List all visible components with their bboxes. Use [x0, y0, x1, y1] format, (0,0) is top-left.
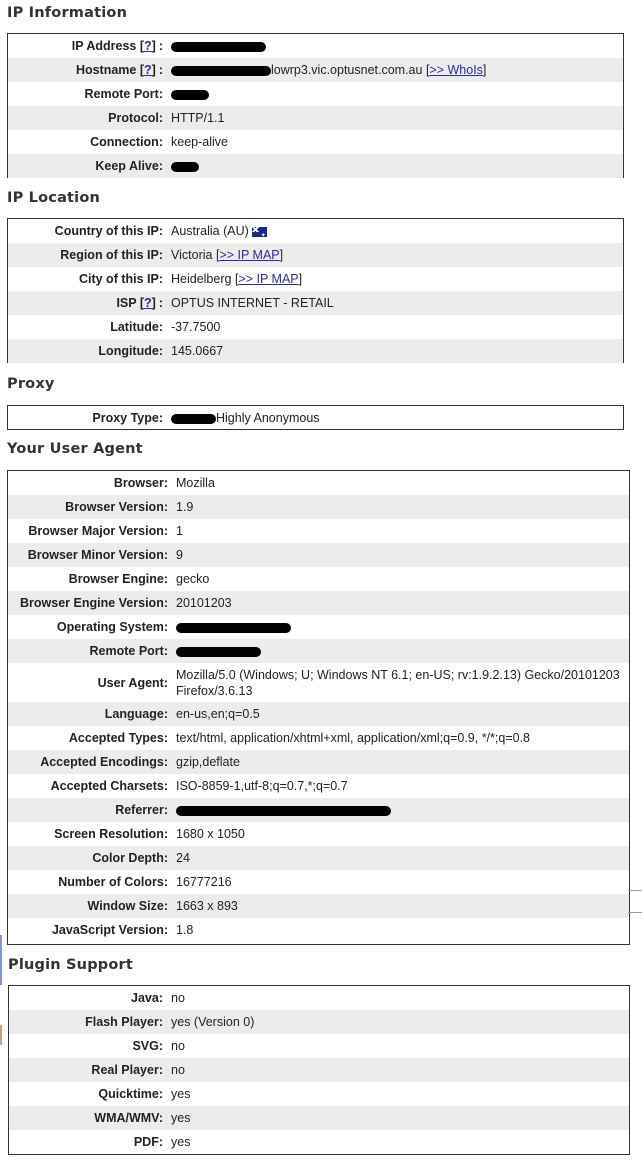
- row-value-text: 16777216: [176, 875, 232, 889]
- row-label-text: Accepted Types:: [68, 731, 168, 745]
- row-link[interactable]: >> IP MAP: [219, 248, 280, 262]
- ip-location-table: [7, 218, 624, 363]
- row-label: [9, 1010, 163, 1034]
- row-value-text: OPTUS INTERNET - RETAIL: [171, 296, 334, 310]
- row-value: [171, 154, 623, 178]
- australia-flag-icon: [252, 227, 267, 237]
- row-spacer: [163, 986, 171, 1010]
- info-row-color-depth: [8, 846, 629, 870]
- redaction-mark: [171, 414, 216, 424]
- row-value: [171, 1010, 629, 1034]
- row-label-text: Browser Engine Version:: [20, 596, 168, 610]
- row-value-text: -37.7500: [171, 320, 221, 334]
- row-label-text: Accepted Encodings:: [40, 755, 168, 769]
- row-label-text: Referrer:: [115, 803, 168, 817]
- row-spacer: [163, 219, 171, 243]
- row-value-text: yes: [171, 1135, 191, 1149]
- row-value: [176, 822, 629, 846]
- info-row-browser: [8, 471, 629, 495]
- row-spacer: [163, 406, 171, 430]
- row-value: [171, 291, 623, 315]
- row-spacer: [168, 726, 176, 750]
- row-label: [9, 986, 163, 1010]
- section-title-plugin-support: Plugin Support: [8, 957, 134, 973]
- info-row-protocol: [8, 106, 623, 130]
- row-spacer: [168, 798, 176, 822]
- row-label: [9, 1034, 163, 1058]
- row-value: [171, 1082, 629, 1106]
- window-edge-fragment: [0, 1025, 2, 1045]
- row-label: [8, 639, 168, 663]
- info-row-pdf: [9, 1130, 629, 1154]
- info-row-java: [9, 986, 629, 1010]
- row-spacer: [168, 774, 176, 798]
- row-label-text: Remote Port:: [84, 87, 163, 101]
- row-value: [176, 894, 629, 918]
- row-value: [171, 315, 623, 339]
- row-label-text: Screen Resolution:: [54, 827, 168, 841]
- row-value-text: yes: [171, 1111, 191, 1125]
- row-value-text: HTTP/1.1: [171, 111, 225, 125]
- info-row-latitude: [8, 315, 623, 339]
- row-label-text: Language:: [104, 707, 168, 721]
- row-label-text: Hostname: [75, 63, 137, 77]
- row-label: [9, 1106, 163, 1130]
- info-row-language: [8, 702, 629, 726]
- row-value-text: 145.0667: [171, 344, 224, 358]
- row-spacer: [163, 315, 171, 339]
- row-spacer: [163, 291, 171, 315]
- row-value-text: keep-alive: [171, 135, 228, 149]
- row-label-text: Protocol:: [108, 111, 163, 125]
- row-value-text: 1680 x 1050: [176, 827, 245, 841]
- row-value-text: 9: [176, 548, 183, 562]
- row-link[interactable]: >> WhoIs: [429, 63, 483, 77]
- row-label: [8, 543, 168, 567]
- row-link[interactable]: >> IP MAP: [238, 272, 299, 286]
- user-agent-table: [7, 470, 630, 945]
- row-label: [8, 615, 168, 639]
- redaction-mark: [176, 806, 391, 816]
- redaction-mark: [176, 623, 291, 633]
- window-edge-line: [628, 890, 642, 891]
- section-title-ip-information: IP Information: [7, 5, 128, 21]
- row-value: [171, 339, 623, 363]
- row-value: [176, 846, 629, 870]
- section-title-proxy: Proxy: [7, 376, 55, 392]
- row-label-colon: :: [158, 296, 163, 310]
- info-row-country-of-this-ip: [8, 219, 623, 243]
- row-spacer: [163, 1010, 171, 1034]
- row-spacer: [163, 267, 171, 291]
- row-spacer: [168, 894, 176, 918]
- info-row-quicktime: [9, 1082, 629, 1106]
- row-label: [8, 702, 168, 726]
- row-label: [8, 219, 163, 243]
- row-value: [171, 1130, 629, 1154]
- row-label-colon: :: [158, 63, 163, 77]
- row-spacer: [168, 519, 176, 543]
- row-value: [171, 1106, 629, 1130]
- row-spacer: [163, 1130, 171, 1154]
- row-value: [171, 106, 623, 130]
- row-spacer: [168, 471, 176, 495]
- info-row-accepted-encodings: [8, 750, 629, 774]
- row-label-text: Number of Colors:: [58, 875, 168, 889]
- info-row-svg: [9, 1034, 629, 1058]
- row-label: [8, 750, 168, 774]
- row-value-text: Mozilla/5.0 (Windows; U; Windows NT 6.1; en-US; rv:1.9.2.13) Gecko/20101203 Firefox/3.6.13: [176, 668, 620, 698]
- row-label: [8, 243, 163, 267]
- row-value: [176, 639, 629, 663]
- row-label-text: IP Address: [71, 39, 137, 53]
- row-spacer: [168, 702, 176, 726]
- help-link[interactable]: ?: [144, 39, 152, 53]
- row-spacer: [168, 918, 176, 942]
- info-row-keep-alive: [8, 154, 623, 178]
- row-value: [171, 82, 623, 106]
- info-row-browser-major-version: [8, 519, 629, 543]
- info-row-accepted-charsets: [8, 774, 629, 798]
- row-label: [8, 870, 168, 894]
- row-spacer: [168, 750, 176, 774]
- row-label: [9, 1058, 163, 1082]
- redaction-mark: [171, 162, 199, 172]
- row-value: [171, 130, 623, 154]
- row-value: [176, 870, 629, 894]
- row-value-text: en-us,en;q=0.5: [176, 707, 260, 721]
- row-label-text: Color Depth:: [92, 851, 168, 865]
- row-value: [171, 219, 623, 243]
- row-spacer: [163, 1106, 171, 1130]
- row-value-text: Highly Anonymous: [216, 411, 320, 425]
- row-value-text: no: [171, 991, 185, 1005]
- row-label-text: Real Player:: [91, 1063, 163, 1077]
- redaction-mark: [171, 90, 209, 100]
- row-spacer: [168, 663, 176, 702]
- row-value: [171, 406, 623, 430]
- info-row-javascript-version: [8, 918, 629, 942]
- row-label-text: WMA/WMV:: [94, 1111, 163, 1125]
- row-label-text: Browser Major Version:: [28, 524, 168, 538]
- row-label-text: Quicktime:: [98, 1087, 163, 1101]
- row-value-text: Australia (AU): [171, 224, 249, 238]
- row-label-text: Browser Minor Version:: [27, 548, 168, 562]
- row-value: [176, 750, 629, 774]
- row-label-text: Longitude:: [98, 344, 163, 358]
- row-label: [8, 846, 168, 870]
- info-row-city-of-this-ip: [8, 267, 623, 291]
- row-label: [8, 567, 168, 591]
- row-spacer: [163, 130, 171, 154]
- row-value: [176, 663, 629, 702]
- row-value: [171, 1034, 629, 1058]
- info-row-remote-port: [8, 639, 629, 663]
- row-value: [176, 702, 629, 726]
- row-spacer: [168, 639, 176, 663]
- help-link[interactable]: ?: [144, 296, 152, 310]
- row-label: [8, 106, 163, 130]
- row-label: [8, 894, 168, 918]
- row-spacer: [168, 543, 176, 567]
- row-value: [171, 34, 623, 58]
- info-row-screen-resolution: [8, 822, 629, 846]
- info-row-accepted-types: [8, 726, 629, 750]
- info-row-browser-minor-version: [8, 543, 629, 567]
- row-value-text: lowrp3.vic.optusnet.com.au: [271, 63, 423, 77]
- row-value-text: Mozilla: [176, 476, 215, 490]
- row-value: [176, 726, 629, 750]
- row-spacer: [168, 822, 176, 846]
- row-spacer: [168, 846, 176, 870]
- info-row-isp: [8, 291, 623, 315]
- row-value: [171, 986, 629, 1010]
- row-spacer: [163, 106, 171, 130]
- row-label-text: SVG:: [132, 1039, 163, 1053]
- row-label: [8, 406, 163, 430]
- row-label-text: Browser Engine:: [68, 572, 168, 586]
- row-label-text: Region of this IP:: [60, 248, 163, 262]
- info-row-remote-port: [8, 82, 623, 106]
- row-value-text: yes: [171, 1087, 191, 1101]
- row-label-text: Browser Version:: [65, 500, 168, 514]
- row-value: [176, 567, 629, 591]
- row-spacer: [168, 870, 176, 894]
- ip-information-table: [7, 33, 624, 178]
- info-row-real-player: [9, 1058, 629, 1082]
- row-value: [176, 471, 629, 495]
- redaction-mark: [171, 66, 271, 76]
- row-value-text: yes (Version 0): [171, 1015, 255, 1029]
- info-row-longitude: [8, 339, 623, 363]
- row-label-text: JavaScript Version:: [51, 923, 168, 937]
- row-spacer: [163, 1082, 171, 1106]
- row-value-text: 24: [176, 851, 190, 865]
- info-row-connection: [8, 130, 623, 154]
- help-link[interactable]: ?: [144, 63, 152, 77]
- row-label: ISP [?] :: [8, 291, 163, 315]
- info-row-hostname: [8, 58, 623, 82]
- row-label: [8, 591, 168, 615]
- row-spacer: [163, 154, 171, 178]
- row-label-text: Keep Alive:: [95, 159, 163, 173]
- row-value: [176, 774, 629, 798]
- row-spacer: [168, 591, 176, 615]
- row-label-text: Connection:: [90, 135, 163, 149]
- row-label-text: Operating System:: [56, 620, 168, 634]
- row-label: [8, 315, 163, 339]
- row-label: IP Address [?] :: [71, 39, 163, 53]
- row-value-text: no: [171, 1063, 185, 1077]
- row-value-text: 1.8: [176, 923, 194, 937]
- row-label: [8, 267, 163, 291]
- info-row-browser-version: [8, 495, 629, 519]
- row-value-text: 20101203: [176, 596, 232, 610]
- row-value-text: 1.9: [176, 500, 194, 514]
- row-label: [8, 726, 168, 750]
- row-value: [176, 591, 629, 615]
- row-spacer: [163, 243, 171, 267]
- row-spacer: [163, 1034, 171, 1058]
- row-label: [8, 663, 168, 702]
- row-label: [9, 1082, 163, 1106]
- info-row-operating-system: [8, 615, 629, 639]
- row-label-text: Latitude:: [110, 320, 163, 334]
- row-value: [176, 918, 629, 942]
- info-row-flash-player: [9, 1010, 629, 1034]
- row-value-text: 1: [176, 524, 183, 538]
- window-edge-fragment: [0, 935, 2, 985]
- row-value: lowrp3.vic.optusnet.com.au [>> WhoIs]: [171, 58, 623, 82]
- row-value-text: Victoria: [171, 248, 213, 262]
- row-label: [8, 339, 163, 363]
- row-value: Victoria [>> IP MAP]: [171, 243, 623, 267]
- row-label-text: PDF:: [133, 1135, 163, 1149]
- row-value: [171, 1058, 629, 1082]
- row-value: [176, 543, 629, 567]
- row-label: [8, 798, 168, 822]
- row-label: [8, 774, 168, 798]
- row-label-text: Browser:: [113, 476, 168, 490]
- row-label: Hostname [?] :: [8, 58, 163, 82]
- row-label: [8, 519, 168, 543]
- row-value: Heidelberg [>> IP MAP]: [171, 272, 303, 286]
- row-value: [176, 519, 629, 543]
- row-spacer: [168, 567, 176, 591]
- row-label-text: Remote Port:: [89, 644, 168, 658]
- row-value-text: 1663 x 893: [176, 899, 238, 913]
- row-label-text: ISP: [116, 296, 137, 310]
- row-value-text: ISO-8859-1,utf-8;q=0.7,*;q=0.7: [176, 779, 348, 793]
- row-label: [8, 918, 168, 942]
- row-label: [9, 1130, 163, 1154]
- redaction-mark: [176, 647, 261, 657]
- row-value-text: Heidelberg: [171, 272, 232, 286]
- proxy-table: [7, 405, 624, 430]
- row-label: [8, 822, 168, 846]
- section-title-ip-location: IP Location: [7, 190, 101, 206]
- info-row-window-size: [8, 894, 629, 918]
- row-spacer: [163, 339, 171, 363]
- info-row-proxy-type: [8, 406, 623, 430]
- row-spacer: [168, 615, 176, 639]
- row-spacer: [168, 495, 176, 519]
- row-label-text: Window Size:: [87, 899, 168, 913]
- row-label-colon: :: [158, 39, 163, 53]
- row-spacer: [163, 82, 171, 106]
- row-label-text: Proxy Type:: [92, 411, 163, 425]
- row-label: [8, 130, 163, 154]
- row-label-text: Country of this IP:: [54, 224, 163, 238]
- info-row-browser-engine: [8, 567, 629, 591]
- redaction-mark: [171, 42, 266, 52]
- row-value: [176, 798, 629, 822]
- plugin-support-table: [8, 985, 630, 1155]
- row-label: [8, 495, 168, 519]
- row-label-text: Java:: [131, 991, 163, 1005]
- row-value-text: gzip,deflate: [176, 755, 240, 769]
- info-row-number-of-colors: [8, 870, 629, 894]
- info-row-region-of-this-ip: [8, 243, 623, 267]
- row-label-text: Accepted Charsets:: [50, 779, 168, 793]
- row-spacer: [163, 34, 171, 58]
- section-title-user-agent: Your User Agent: [7, 441, 143, 457]
- info-row-ip-address: [8, 34, 623, 58]
- row-value-text: text/html, application/xhtml+xml, application/xml;q=0.9, */*;q=0.8: [176, 731, 530, 745]
- info-row-wma-wmv: [9, 1106, 629, 1130]
- info-row-user-agent: [8, 663, 629, 702]
- row-label-text: Flash Player:: [85, 1015, 163, 1029]
- row-value: [176, 615, 629, 639]
- row-value: [176, 495, 629, 519]
- row-value-text: gecko: [176, 572, 210, 586]
- window-edge-line: [628, 912, 642, 913]
- info-row-referrer: [8, 798, 629, 822]
- row-label: [8, 471, 168, 495]
- info-row-browser-engine-version: [8, 591, 629, 615]
- row-label: [8, 154, 163, 178]
- row-label-text: City of this IP:: [78, 272, 163, 286]
- row-spacer: [163, 1058, 171, 1082]
- row-label-text: User Agent:: [97, 675, 168, 690]
- row-value-text: no: [171, 1039, 185, 1053]
- row-spacer: [163, 58, 171, 82]
- row-label: [8, 82, 163, 106]
